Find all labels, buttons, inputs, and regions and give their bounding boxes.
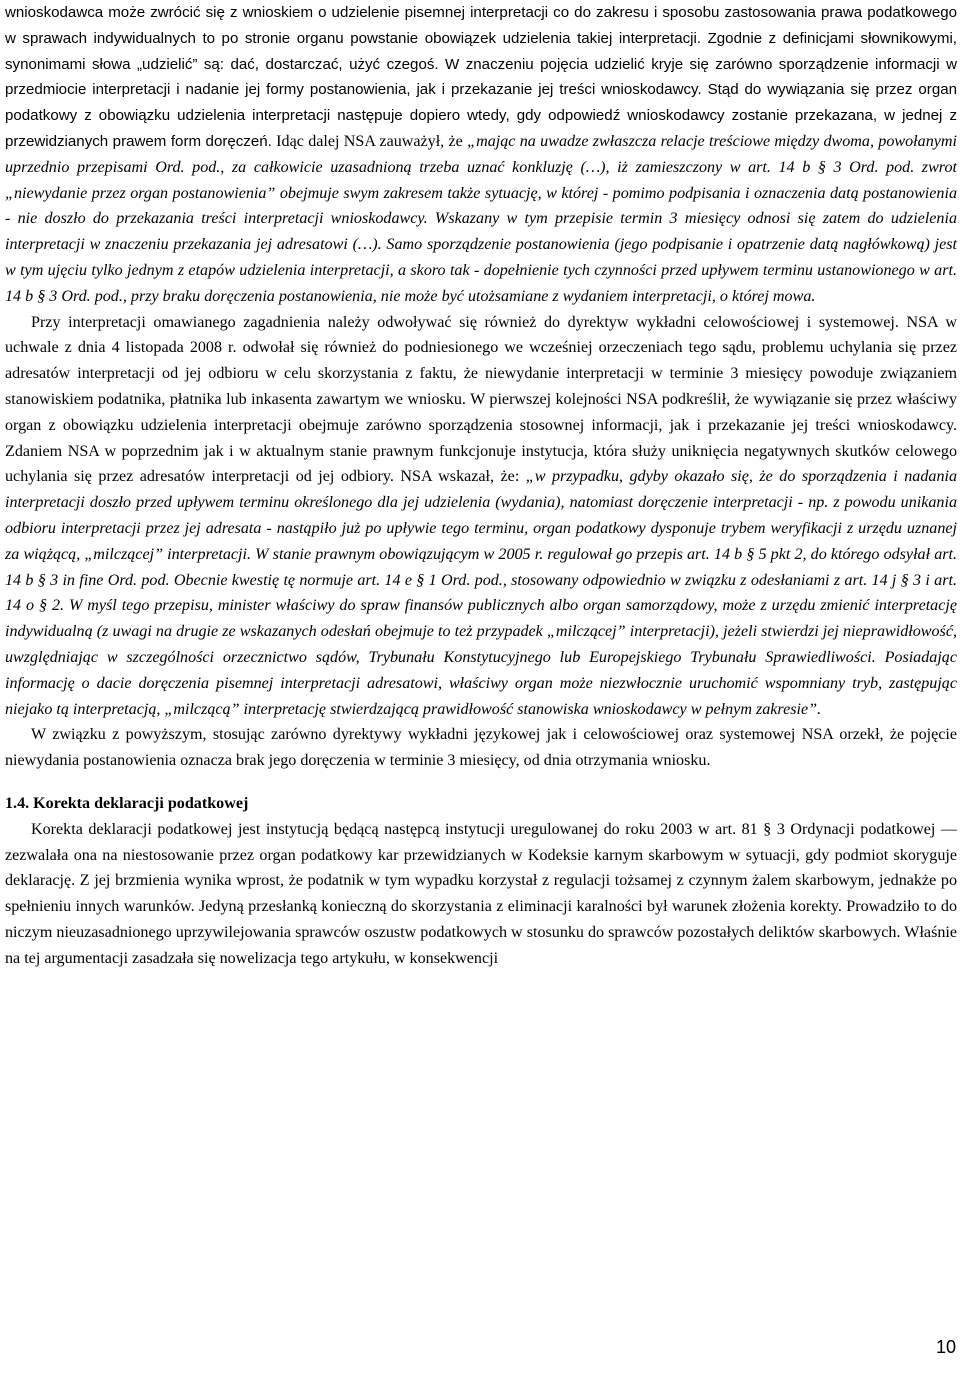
paragraph-text: wnioskodawca może zwrócić się z wnioskiem o udzielenie pisemnej interpretacji co do zakresu i sposobu zastosowania prawa podatkowego w sprawach indywidualnych to po stronie organu powstanie obowiązek udzielenia takiej interpretacji. Zgodnie z definicjami słownikowymi, synonimami słowa „udzielić” są: dać, dostarczać, użyć czegoś. W znaczeniu pojęcia udzielić kryje się zarówno sporządzenie informacji w przedmiocie interpretacji i nadanie jej formy postanowienia, jak i przekazanie jej treści wnioskodawcy. Stąd do wywiązania się przez organ podatkowy z obowiązku udzielenia interpretacji następuje dopiero wtedy, gdy odpowiedź wnioskodawcy zostanie przekazana, w jednej z przewidzianych prawem form doręczeń.: [5, 4, 957, 150]
paragraph-text: Idąc dalej NSA zauważył, że: [271, 132, 468, 150]
paragraph-conclusion: W związku z powyższym, stosując zarówno dyrektywy wykładni językowej jak i celowościowej oraz systemowej NSA orzekł, że pojęcie niewydania postanowienia oznacza brak jego doręczenia w terminie 3 miesięcy, od dnia otrzymania wniosku.: [5, 726, 957, 770]
document-page: [5, 0, 957, 971]
nsa-quotation: „mając na uwadze zwłaszcza relacje treściowe między dwoma, powołanymi uprzednio przepisami Ord. pod., za całkowicie uzasadnioną trzeba uznać konkluzję (…), iż zamieszczony w art. 14 b § 3 Ord. pod. zwrot „niewydanie przez organ postanowienia” obejmuje swym zakresem także sytuację, w której - pomimo podpisania i oznaczenia datą postanowienia - nie doszło do przekazania treści interpretacji wnioskodawcy. Wskazany w tym przepisie termin 3 miesięcy odnosi się zatem do udzielenia interpretacji w znaczeniu przekazania jej adresatowi (…). Samo sporządzenie postanowienia (jego podpisanie i opatrzenie datą nagłówkową) jest w tym ujęciu tylko jednym z etapów udzielenia interpretacji, a skoro tak - dopełnienie tych czynności przed upływem terminu ustanowionego w art. 14 b § 3 Ord. pod., przy braku doręczenia postanowienia, nie może być utożsamiane z wydaniem interpretacji, o której mowa.: [5, 132, 957, 305]
spacer: [5, 774, 957, 791]
paragraph-tax-return-correction: Korekta deklaracji podatkowej jest instytucją będącą następcą instytucji uregulowanej do roku 2003 w art. 81 § 3 Ordynacji podatkowej ― zezwalała ona na niestosowanie przez organ podatkowy kar przewidzianych w Kodeksie karnym skarbowym w sytuacji, gdy podmiot skoryguje deklarację. Z jej brzmienia wynika wprost, że podatnik w tym wypadku korzystał z regulacji tożsamej z czynnym żalem skarbowym, jednakże po spełnieniu innych warunków. Jedyną przesłanką konieczną do skorzystania z eliminacji karalności był warunek złożenia korekty. Prowadziło to do niczym nieuzasadnionego uprzywilejowania sprawców oszustw podatkowych w stosunku do sprawców pozostałych deliktów skarbowych. Właśnie na tej argumentacji zasadzała się nowelizacja tego artykułu, w konsekwencji: [5, 820, 957, 967]
section-heading: 1.4. Korekta deklaracji podatkowej: [5, 794, 249, 812]
page-number: 10: [935, 1337, 956, 1357]
paragraph-interpretation-delivery: [5, 0, 957, 310]
nsa-quotation: „w przypadku, gdyby okazało się, że do sporządzenia i nadania interpretacji doszło przed upływem terminu określonego dla jej udzielenia (wydania), natomiast doręczenie interpretacji - np. z powodu unikania odbioru interpretacji przez jej adresata - nastąpiło już po upływie tego terminu, organ podatkowy dysponuje trybem weryfikacji z urzędu uznanej za wiążącą, „milczącej” interpretacji. W stanie prawnym obowiązującym w 2005 r. regulował go przepis art. 14 b § 5 pkt 2, do którego odsyłał art. 14 b § 3 in fine Ord. pod. Obecnie kwestię tę normuje art. 14 e § 1 Ord. pod., stosowany odpowiednio w związku z odesłaniami z art. 14 j § 3 i art. 14 o § 2. W myśl tego przepisu, minister właściwy do spraw finansów publicznych albo organ samorządowy, może z urzędu zmienić interpretację indywidualną (z uwagi na drugie ze wskazanych odesłań obejmuje to też przypadek „milczącej” interpretacji), jeżeli stwierdzi jej nieprawidłowość, uwzględniając w szczególności orzecznictwo sądów, Trybunału Konstytucyjnego lub Europejskiego Trybunału Sprawiedliwości. Posiadając informację o dacie doręczenia pisemnej interpretacji adresatowi, właściwy organ może niezwłocznie uruchomić wspomniany tryb, zastępując niejako tą interpretacją, „milczącą” interpretację stwierdzającą prawidłowość stanowiska wnioskodawcy w pełnym zakresie”.: [5, 468, 958, 718]
paragraph-purposive-interpretation: [5, 310, 957, 723]
paragraph-text: Przy interpretacji omawianego zagadnienia należy odwoływać się również do dyrektyw wykładni celowościowej i systemowej. NSA w uchwale z dnia 4 listopada 2008 r. odwołał się również do podniesionego we wcześniej orzeczeniach tego sądu, problemu uchylania się przez adresatów interpretacji od jej odbioru w celu skorzystania z faktu, że niewydanie interpretacji w terminie 3 miesięcy powoduje związaniem stanowiskiem podatnika, płatnika lub inkasenta zawartym we wniosku. W pierwszej kolejności NSA podkreślił, że wywiązanie się przez właściwy organ z obowiązku udzielenia interpretacji obejmuje zarówno sporządzenia stosownej informacji, jak i przekazanie jej treści wnioskodawcy. Zdaniem NSA w poprzednim jak i w aktualnym stanie prawnym funkcjonuje instytucja, która służy uniknięcia negatywnych skutków celowego uchylania się przez adresatów interpretacji od jej odbiory. NSA wskazał, że:: [5, 313, 957, 486]
